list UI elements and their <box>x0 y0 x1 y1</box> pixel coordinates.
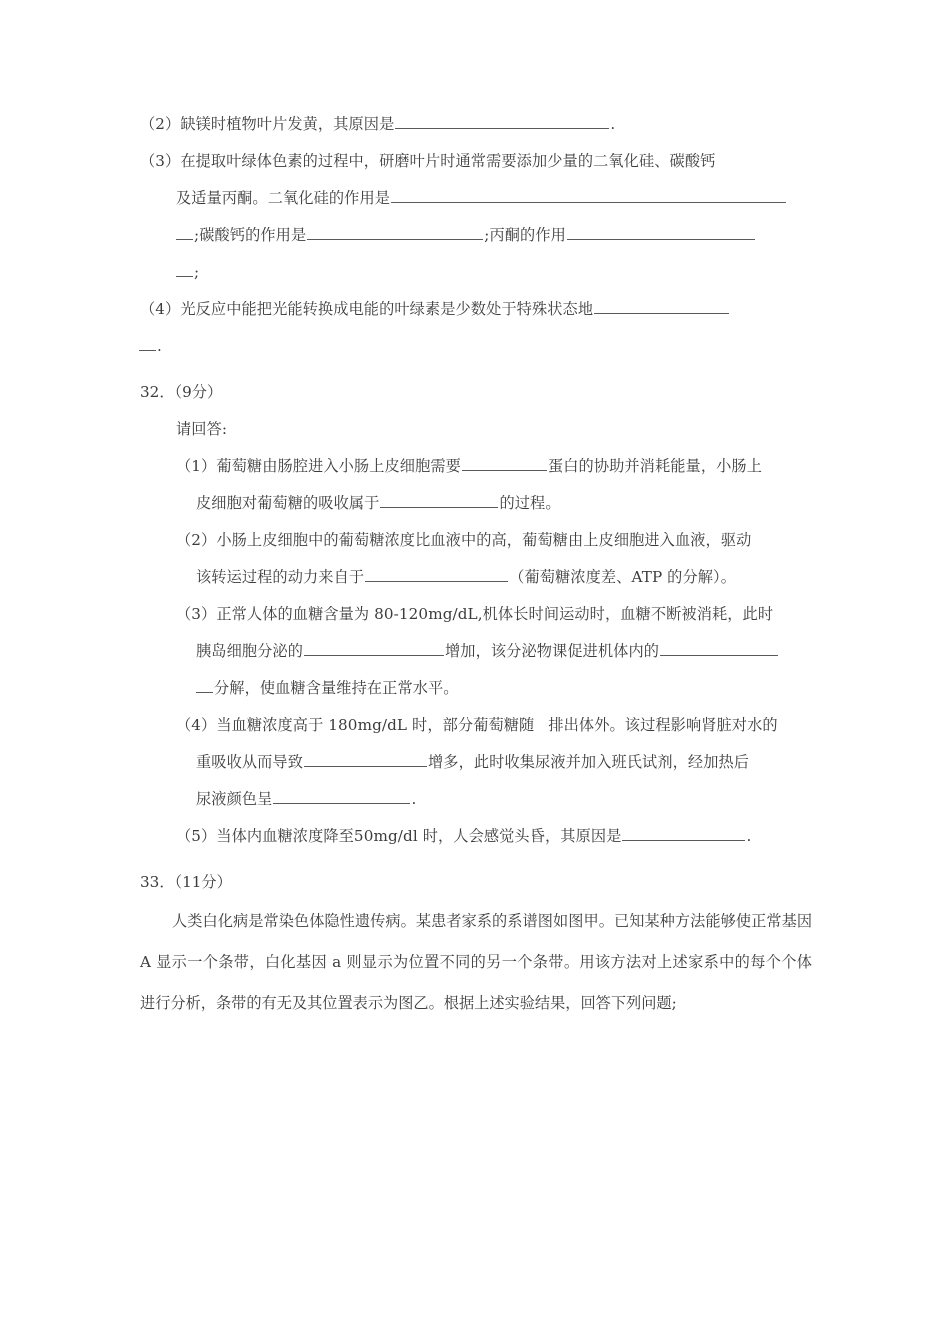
q32-item-2-line2-before: 该转运过程的动力来自于 <box>196 568 365 586</box>
q32-item-5-label: （5） <box>176 827 217 845</box>
q31-underscore-stub-1 <box>176 225 193 240</box>
q32-item-3-line3 <box>140 670 812 707</box>
q32-underscore-stub-1 <box>196 678 213 693</box>
q31-underscore-stub-3 <box>139 336 156 351</box>
section-spacer-1 <box>140 365 812 374</box>
q33-paragraph <box>140 901 812 1024</box>
q32-item-4-line2-after: 增多，此时收集尿液并加入班氏试剂，经加热后 <box>428 753 750 771</box>
q32-item-4-line3 <box>140 781 812 818</box>
q31-item-4 <box>140 291 812 328</box>
q32-score: （9分） <box>174 383 223 401</box>
q32-number: 32． <box>140 383 175 401</box>
q31-item-3-blank-silica[interactable] <box>391 186 786 203</box>
q32-item-3-blank-1[interactable] <box>304 639 444 656</box>
q32-item-4-blank-2[interactable] <box>273 787 410 804</box>
q31-item-3-cont-3-text: ; <box>194 263 200 281</box>
q31-item-3-blank-acetone[interactable] <box>567 223 755 240</box>
q32-item-2-line2 <box>140 559 812 596</box>
q31-item-2-period: . <box>610 115 616 133</box>
q31-underscore-stub-2 <box>176 262 193 277</box>
q32-item-1-line2 <box>140 485 812 522</box>
q32-item-3-line2-before: 胰岛细胞分泌的 <box>196 642 304 660</box>
q31-item-2-text: 缺镁时植物叶片发黄，其原因是 <box>180 115 395 133</box>
q31-item-3-cont-1-text: 及适量丙酮。二氧化硅的作用是 <box>176 189 391 207</box>
q31-item-2 <box>140 106 812 143</box>
q32-item-4-after: 排出体外。该过程影响肾脏对水的 <box>548 716 778 734</box>
q32-item-3 <box>140 596 812 633</box>
q32-item-1-label: （1） <box>176 457 217 475</box>
q33-score: （11分） <box>174 873 232 891</box>
q32-item-4-before: 当血糖浓度高于 180mg/dL 时，部分葡萄糖随 <box>216 716 535 734</box>
q32-item-4-label: （4） <box>176 716 217 734</box>
q32-item-4-line2-before: 重吸收从而导致 <box>196 753 304 771</box>
q33-number: 33． <box>140 873 175 891</box>
q32-item-4-line3-before: 尿液颜色呈 <box>196 790 273 808</box>
q31-item-3-text: 在提取叶绿体色素的过程中，研磨叶片时通常需要添加少量的二氧化硅、碳酸钙 <box>180 152 716 170</box>
q32-item-3-label: （3） <box>176 605 217 623</box>
q31-item-4-tail <box>139 328 812 365</box>
q31-item-3 <box>140 143 812 180</box>
q31-item-2-label: （2） <box>140 115 181 133</box>
q32-item-4-line2 <box>140 744 812 781</box>
q32-item-2-line2-after: （葡萄糖浓度差、ATP 的分解）。 <box>509 568 737 586</box>
q32-item-5-blank[interactable] <box>622 824 745 841</box>
q32-item-3-text: 正常人体的血糖含量为 80-120mg/dL,机体长时间运动时，血糖不断被消耗，此时 <box>216 605 774 623</box>
q32-item-4-blank-1[interactable] <box>304 750 427 767</box>
q32-item-1-text-after: 蛋白的协助并消耗能量，小肠上 <box>547 457 762 475</box>
q31-item-2-blank[interactable] <box>395 112 609 129</box>
q31-item-4-tail-text: . <box>157 337 162 355</box>
question-31-continued <box>140 106 812 328</box>
q33-heading <box>140 864 812 901</box>
q31-item-4-text: 光反应中能把光能转换成电能的叶绿素是少数处于特殊状态地 <box>180 300 594 318</box>
q32-prompt-text: 请回答: <box>176 420 228 438</box>
section-spacer-2 <box>140 855 812 864</box>
q32-item-2-label: （2） <box>176 531 217 549</box>
q32-item-5-after: . <box>746 827 752 845</box>
question-33 <box>140 864 812 1024</box>
q32-item-3-line3-text: 分解，使血糖含量维持在正常水平。 <box>214 679 459 697</box>
q31-item-4-blank[interactable] <box>594 297 729 314</box>
q31-item-3-cont-3 <box>140 254 812 291</box>
q32-item-4-line3-after: . <box>411 790 417 808</box>
q32-item-5-before: 当体内血糖浓度降至50mg/dl 时，人会感觉头昏，其原因是 <box>216 827 622 845</box>
q33-paragraph-text: 人类白化病是常染色体隐性遗传病。某患者家系的系谱图如图甲。已知某种方法能够使正常基因 A 显示一个条带，白化基因 a 则显示为位置不同的另一个条带。用该方法对上述家系中的每个个体进行分析，条带的有无及其位置表示为图乙。根据上述实验结果，回答下列问题; <box>140 912 812 1012</box>
q31-item-3-cont-2 <box>140 217 812 254</box>
q31-item-3-cont-1 <box>140 180 812 217</box>
q32-item-3-line2-middle: 增加，该分泌物课促进机体内的 <box>445 642 660 660</box>
q31-item-3-cont-2-text1: ;碳酸钙的作用是 <box>194 226 307 244</box>
q32-item-1-line2-before: 皮细胞对葡萄糖的吸收属于 <box>196 494 380 512</box>
q31-item-4-label: （4） <box>140 300 181 318</box>
q32-item-1-blank-2[interactable] <box>380 491 498 508</box>
q32-item-1 <box>140 448 812 485</box>
q31-item-3-label: （3） <box>140 152 181 170</box>
q32-heading <box>140 374 812 411</box>
q32-item-5 <box>140 818 812 855</box>
page-content <box>140 106 812 1024</box>
q32-item-1-blank-1[interactable] <box>462 454 547 471</box>
q32-item-2-text: 小肠上皮细胞中的葡萄糖浓度比血液中的高，葡萄糖由上皮细胞进入血液，驱动 <box>216 531 752 549</box>
q32-item-2 <box>140 522 812 559</box>
q32-item-3-line2 <box>140 633 812 670</box>
q32-item-1-text-before: 葡萄糖由肠腔进入小肠上皮细胞需要 <box>216 457 461 475</box>
q32-item-3-blank-2[interactable] <box>660 639 778 656</box>
q32-item-1-line2-after: 的过程。 <box>499 494 561 512</box>
q32-item-4 <box>140 707 812 744</box>
question-32 <box>140 374 812 855</box>
q32-prompt <box>140 411 812 448</box>
q32-item-2-blank[interactable] <box>365 565 508 582</box>
q31-item-3-blank-calcium[interactable] <box>307 223 483 240</box>
q31-item-3-cont-2-text2: ;丙酮的作用 <box>484 226 566 244</box>
